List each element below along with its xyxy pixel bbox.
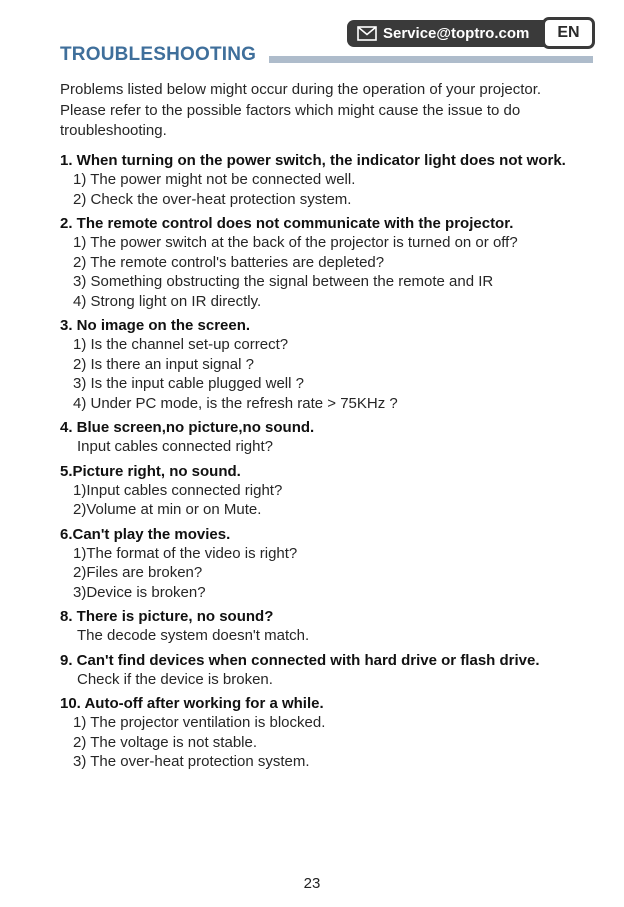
- list-item: 4) Strong light on IR directly.: [73, 292, 262, 310]
- page-number: 23: [303, 875, 321, 892]
- list-item: 1) Is the channel set-up correct?: [73, 336, 289, 353]
- intro-paragraph: Problems listed below might occur during the operation of your projector. Please refer to the possible factors which might cause the issue to do troubleshooting.: [60, 81, 542, 139]
- section-remote-control: [60, 214, 605, 311]
- section-no-sound: [60, 462, 605, 520]
- list-item: 4) Under PC mode, is the refresh rate > 75KHz ?: [73, 394, 398, 412]
- section-title: 5.Picture right, no sound.: [60, 462, 241, 480]
- section-title: 3. No image on the screen.: [60, 317, 251, 334]
- page-title: TROUBLESHOOTING: [60, 44, 257, 65]
- section-title: 8. There is picture, no sound?: [60, 608, 274, 625]
- list-item: 1)Input cables connected right?: [73, 481, 283, 499]
- list-item: 2) The remote control's batteries are depleted?: [73, 253, 385, 271]
- list-item: The decode system doesn't match.: [77, 627, 310, 644]
- section-auto-off: [60, 694, 605, 772]
- section-devices: [60, 651, 605, 690]
- list-item: 3) Is the input cable plugged well ?: [73, 375, 304, 392]
- service-email-pill: [347, 20, 546, 47]
- section-title: 10. Auto-off after working for a while.: [60, 695, 324, 712]
- section-picture-no-sound: [60, 607, 605, 646]
- list-item: Check if the device is broken.: [77, 670, 273, 688]
- list-item: 1)The format of the video is right?: [73, 544, 298, 562]
- section-power-indicator: [60, 151, 605, 209]
- list-item: 2) Check the over-heat protection system.: [73, 190, 352, 208]
- section-title: 1. When turning on the power switch, the indicator light does not work.: [60, 152, 566, 169]
- list-item: 2)Files are broken?: [73, 564, 203, 581]
- list-item: 3) The over-heat protection system.: [73, 753, 310, 770]
- list-item: Input cables connected right?: [77, 438, 273, 455]
- list-item: 3) Something obstructing the signal between the remote and IR: [73, 273, 494, 290]
- section-no-image: [60, 316, 605, 413]
- language-badge: EN: [542, 17, 595, 49]
- list-item: 1) The power might not be connected well.: [73, 171, 356, 188]
- troubleshooting-list: [60, 151, 605, 777]
- section-blue-screen: [60, 418, 605, 457]
- envelope-icon: [357, 26, 377, 41]
- title-divider: [269, 56, 593, 63]
- section-title: 9. Can't find devices when connected with hard drive or flash drive.: [60, 651, 540, 669]
- list-item: 3)Device is broken?: [73, 583, 206, 601]
- section-title: 2. The remote control does not communicate with the projector.: [60, 215, 514, 232]
- list-item: 2) The voltage is not stable.: [73, 733, 257, 751]
- list-item: 2) Is there an input signal ?: [73, 355, 254, 373]
- list-item: 1) The power switch at the back of the projector is turned on or off?: [73, 234, 518, 251]
- list-item: 2)Volume at min or on Mute.: [73, 501, 262, 518]
- service-email: Service@toptro.com: [383, 25, 530, 42]
- section-title: 4. Blue screen,no picture,no sound.: [60, 419, 315, 436]
- list-item: 1) The projector ventilation is blocked.: [73, 714, 326, 731]
- section-movies: [60, 525, 605, 603]
- section-title: 6.Can't play the movies.: [60, 525, 231, 543]
